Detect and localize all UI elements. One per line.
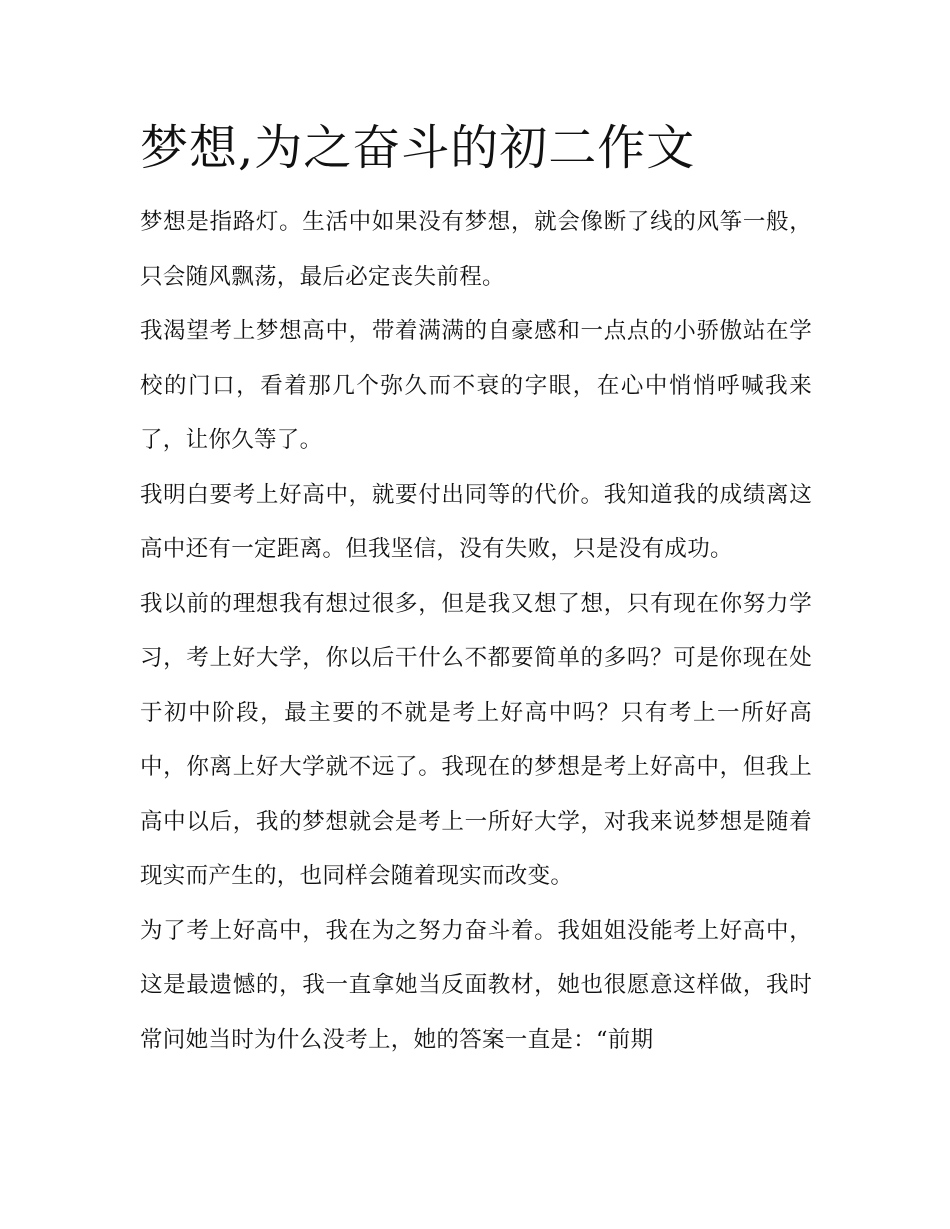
paragraph-3: 我明白要考上好高中，就要付出同等的代价。我知道我的成绩离这高中还有一定距离。但我坚信，没有失败，只是没有成功。 — [140, 481, 812, 562]
document-title: 梦想,为之奋斗的初二作文 — [140, 120, 696, 176]
paragraph-1: 梦想是指路灯。生活中如果没有梦想，就会像断了线的风筝一般，只会随风飘荡，最后必定丧失前程。 — [140, 209, 812, 290]
document-body — [140, 195, 812, 1067]
paragraph-2: 我渴望考上梦想高中，带着满满的自豪感和一点点的小骄傲站在学校的门口，看着那几个弥久而不衰的字眼，在心中悄悄呼喊我来了，让你久等了。 — [140, 318, 812, 453]
paragraph-4: 我以前的理想我有想过很多，但是我又想了想，只有现在你努力学习，考上好大学，你以后干什么不都要简单的多吗？可是你现在处于初中阶段，最主要的不就是考上好高中吗？只有考上一所好高中，你离上好大学就不远了。我现在的梦想是考上好高中，但我上高中以后，我的梦想就会是考上一所好大学，对我来说梦想是随着现实而产生的，也同样会随着现实而改变。 — [140, 590, 812, 889]
paragraph-5: 为了考上好高中，我在为之努力奋斗着。我姐姐没能考上好高中，这是最遗憾的，我一直拿她当反面教材，她也很愿意这样做，我时常问她当时为什么没考上，她的答案一直是：“前期 — [140, 917, 812, 1053]
